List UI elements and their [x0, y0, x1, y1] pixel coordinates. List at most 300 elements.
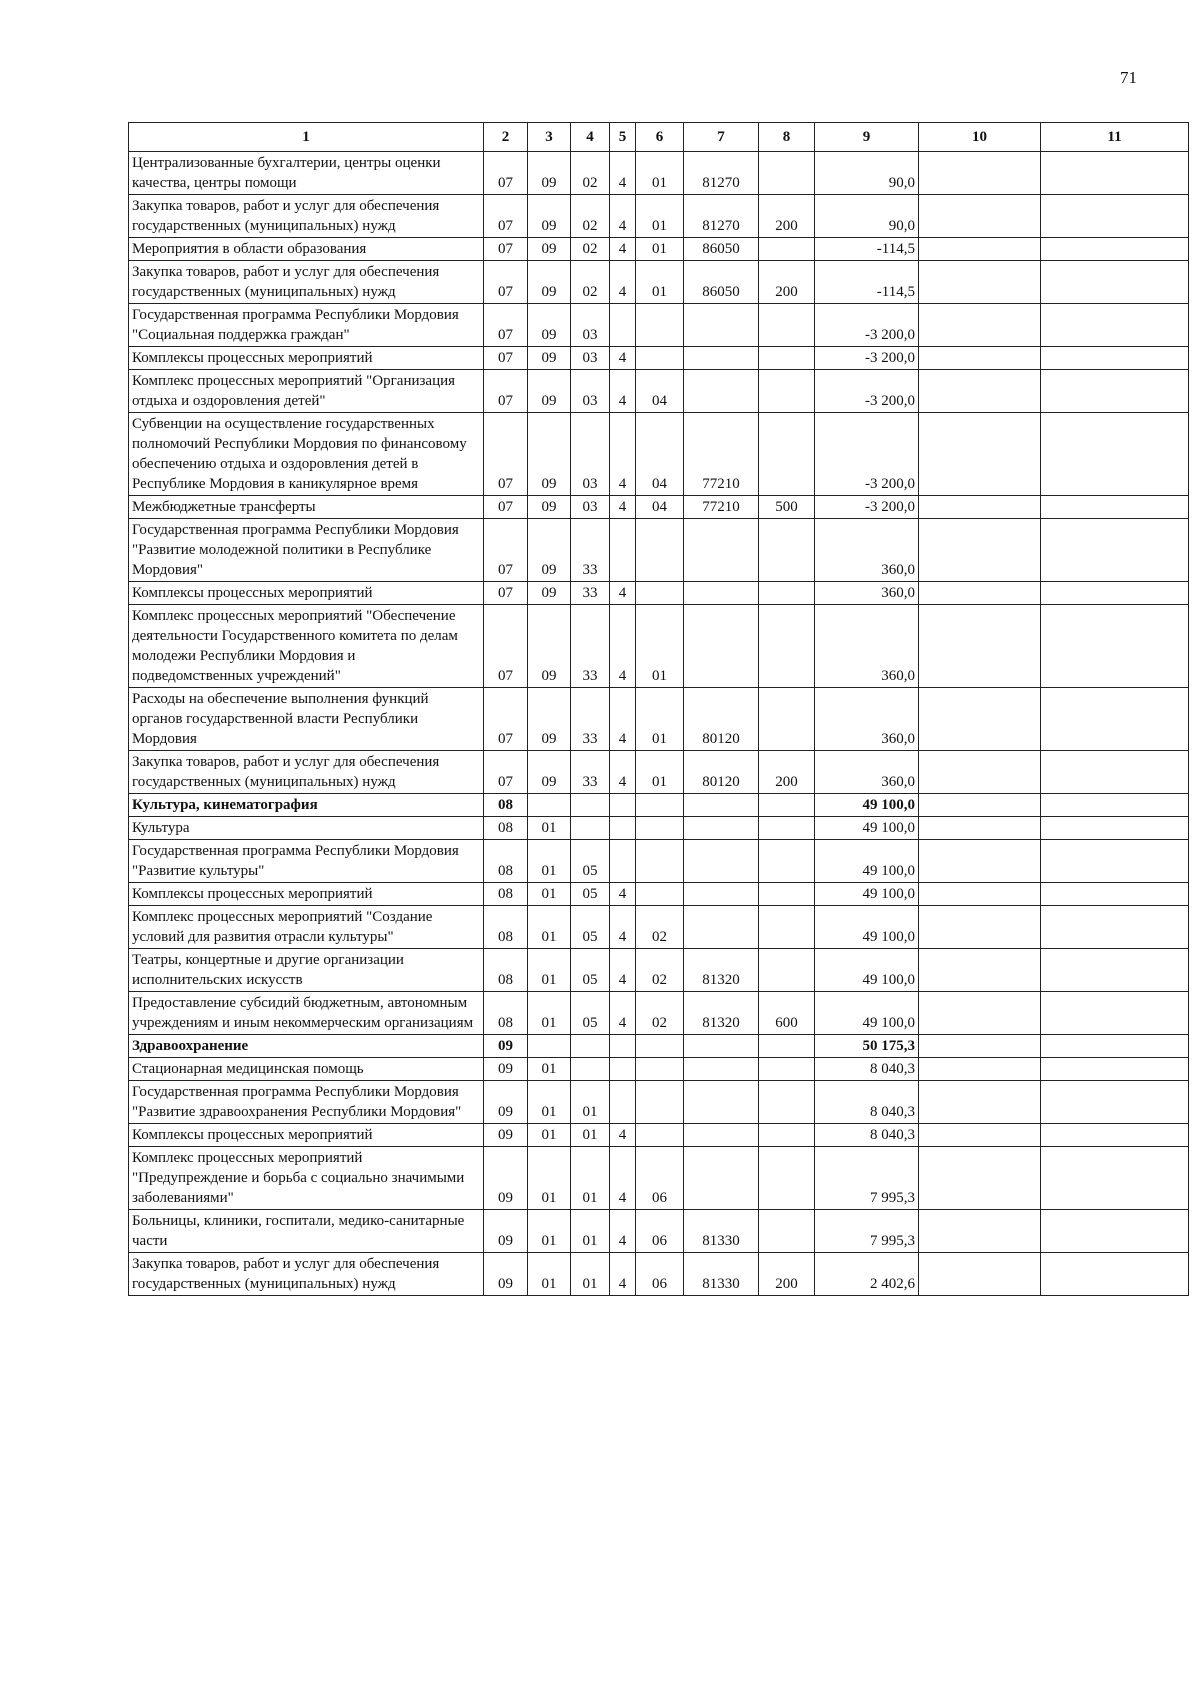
code-cell-11 [1041, 1081, 1189, 1124]
row-name-cell: Закупка товаров, работ и услуг для обеспечения государственных (муниципальных) нужд [129, 195, 484, 238]
code-cell-11 [1041, 840, 1189, 883]
table-row [129, 1035, 1189, 1058]
code-cell-8: 200 [759, 751, 815, 794]
code-cell-3: 09 [528, 519, 571, 582]
row-name-cell: Больницы, клиники, госпитали, медико-санитарные части [129, 1210, 484, 1253]
row-name-cell: Комплекс процессных мероприятий "Организация отдыха и оздоровления детей" [129, 370, 484, 413]
code-cell-6 [636, 1035, 684, 1058]
column-header: 4 [571, 123, 610, 152]
amount-cell: 360,0 [815, 582, 919, 605]
row-name-cell: Субвенции на осуществление государственных полномочий Республики Мордовия по финансовому обеспечению отдыха и оздоровления детей в Республике Мордовия в каникулярное время [129, 413, 484, 496]
code-cell-4: 03 [571, 304, 610, 347]
code-cell-2: 08 [484, 906, 528, 949]
code-cell-11 [1041, 1124, 1189, 1147]
amount-cell: -114,5 [815, 261, 919, 304]
amount-cell: -3 200,0 [815, 496, 919, 519]
code-cell-11 [1041, 688, 1189, 751]
code-cell-11 [1041, 496, 1189, 519]
row-name-cell: Комплексы процессных мероприятий [129, 582, 484, 605]
code-cell-4: 02 [571, 238, 610, 261]
code-cell-6: 01 [636, 238, 684, 261]
row-name-cell: Комплекс процессных мероприятий "Обеспечение деятельности Государственного комитета по делам молодежи Республики Мордовия и подведомственных учреждений" [129, 605, 484, 688]
code-cell-6 [636, 519, 684, 582]
table-row [129, 1124, 1189, 1147]
row-name-cell: Расходы на обеспечение выполнения функций органов государственной власти Республики Мордовия [129, 688, 484, 751]
code-cell-2: 09 [484, 1147, 528, 1210]
code-cell-10 [919, 688, 1041, 751]
table-row [129, 347, 1189, 370]
code-cell-3: 01 [528, 1124, 571, 1147]
code-cell-2: 07 [484, 605, 528, 688]
code-cell-8 [759, 949, 815, 992]
code-cell-3: 01 [528, 1058, 571, 1081]
code-cell-7 [684, 840, 759, 883]
code-cell-3: 09 [528, 238, 571, 261]
code-cell-5 [610, 519, 636, 582]
code-cell-11 [1041, 238, 1189, 261]
code-cell-5: 4 [610, 1253, 636, 1296]
code-cell-6: 01 [636, 195, 684, 238]
code-cell-7: 86050 [684, 261, 759, 304]
row-name-cell: Закупка товаров, работ и услуг для обеспечения государственных (муниципальных) нужд [129, 1253, 484, 1296]
column-header: 2 [484, 123, 528, 152]
code-cell-3: 09 [528, 496, 571, 519]
table-body [129, 152, 1189, 1296]
row-name-cell: Комплекс процессных мероприятий "Создание условий для развития отрасли культуры" [129, 906, 484, 949]
code-cell-10 [919, 1124, 1041, 1147]
code-cell-11 [1041, 152, 1189, 195]
code-cell-3: 09 [528, 261, 571, 304]
amount-cell: 2 402,6 [815, 1253, 919, 1296]
code-cell-2: 07 [484, 238, 528, 261]
table-row [129, 751, 1189, 794]
code-cell-11 [1041, 883, 1189, 906]
code-cell-4: 01 [571, 1124, 610, 1147]
column-header: 1 [129, 123, 484, 152]
code-cell-7 [684, 906, 759, 949]
code-cell-8 [759, 794, 815, 817]
code-cell-4: 02 [571, 152, 610, 195]
code-cell-10 [919, 347, 1041, 370]
code-cell-3: 09 [528, 582, 571, 605]
amount-cell: 90,0 [815, 152, 919, 195]
code-cell-11 [1041, 605, 1189, 688]
column-header: 3 [528, 123, 571, 152]
code-cell-4: 01 [571, 1081, 610, 1124]
code-cell-10 [919, 817, 1041, 840]
code-cell-3: 09 [528, 347, 571, 370]
column-header: 7 [684, 123, 759, 152]
code-cell-4: 01 [571, 1210, 610, 1253]
table-row [129, 238, 1189, 261]
code-cell-4: 05 [571, 949, 610, 992]
code-cell-8 [759, 582, 815, 605]
row-name-cell: Закупка товаров, работ и услуг для обеспечения государственных (муниципальных) нужд [129, 261, 484, 304]
code-cell-10 [919, 949, 1041, 992]
code-cell-11 [1041, 195, 1189, 238]
code-cell-11 [1041, 347, 1189, 370]
code-cell-3: 09 [528, 605, 571, 688]
table-row [129, 582, 1189, 605]
row-name-cell: Закупка товаров, работ и услуг для обеспечения государственных (муниципальных) нужд [129, 751, 484, 794]
table-row [129, 496, 1189, 519]
code-cell-8 [759, 605, 815, 688]
code-cell-6: 06 [636, 1210, 684, 1253]
row-name-cell: Государственная программа Республики Мордовия "Социальная поддержка граждан" [129, 304, 484, 347]
amount-cell: 49 100,0 [815, 992, 919, 1035]
table-row [129, 906, 1189, 949]
table-row [129, 195, 1189, 238]
header-row [129, 123, 1189, 152]
column-header: 11 [1041, 123, 1189, 152]
code-cell-11 [1041, 949, 1189, 992]
code-cell-2: 07 [484, 347, 528, 370]
code-cell-10 [919, 794, 1041, 817]
amount-cell: 8 040,3 [815, 1081, 919, 1124]
code-cell-11 [1041, 794, 1189, 817]
code-cell-8 [759, 1035, 815, 1058]
code-cell-4: 33 [571, 688, 610, 751]
code-cell-7 [684, 582, 759, 605]
code-cell-5: 4 [610, 949, 636, 992]
code-cell-8 [759, 906, 815, 949]
code-cell-8 [759, 519, 815, 582]
code-cell-6: 02 [636, 949, 684, 992]
amount-cell: 50 175,3 [815, 1035, 919, 1058]
code-cell-5: 4 [610, 195, 636, 238]
amount-cell: 8 040,3 [815, 1124, 919, 1147]
code-cell-4: 05 [571, 840, 610, 883]
amount-cell: 360,0 [815, 688, 919, 751]
row-name-cell: Государственная программа Республики Мордовия "Развитие культуры" [129, 840, 484, 883]
code-cell-6: 01 [636, 261, 684, 304]
amount-cell: -114,5 [815, 238, 919, 261]
code-cell-4 [571, 817, 610, 840]
table-row [129, 688, 1189, 751]
code-cell-3: 09 [528, 370, 571, 413]
code-cell-10 [919, 1253, 1041, 1296]
table-row [129, 883, 1189, 906]
code-cell-6 [636, 883, 684, 906]
code-cell-8 [759, 347, 815, 370]
code-cell-4: 03 [571, 370, 610, 413]
code-cell-10 [919, 1035, 1041, 1058]
code-cell-5: 4 [610, 751, 636, 794]
code-cell-3: 09 [528, 152, 571, 195]
amount-cell: 360,0 [815, 605, 919, 688]
code-cell-3: 01 [528, 906, 571, 949]
code-cell-5: 4 [610, 238, 636, 261]
table-row [129, 370, 1189, 413]
amount-cell: 49 100,0 [815, 817, 919, 840]
code-cell-3: 01 [528, 992, 571, 1035]
code-cell-3: 09 [528, 304, 571, 347]
code-cell-6: 04 [636, 370, 684, 413]
code-cell-11 [1041, 519, 1189, 582]
code-cell-6 [636, 582, 684, 605]
code-cell-5 [610, 794, 636, 817]
code-cell-8 [759, 817, 815, 840]
code-cell-5 [610, 1081, 636, 1124]
code-cell-2: 08 [484, 840, 528, 883]
amount-cell: 7 995,3 [815, 1147, 919, 1210]
code-cell-10 [919, 605, 1041, 688]
code-cell-2: 09 [484, 1253, 528, 1296]
row-name-cell: Государственная программа Республики Мордовия "Развитие здравоохранения Республики Мордовия" [129, 1081, 484, 1124]
code-cell-3: 01 [528, 1147, 571, 1210]
code-cell-10 [919, 152, 1041, 195]
amount-cell: 7 995,3 [815, 1210, 919, 1253]
row-name-cell: Театры, концертные и другие организации исполнительских искусств [129, 949, 484, 992]
code-cell-4: 33 [571, 519, 610, 582]
code-cell-2: 07 [484, 370, 528, 413]
code-cell-11 [1041, 1058, 1189, 1081]
code-cell-10 [919, 1058, 1041, 1081]
amount-cell: 8 040,3 [815, 1058, 919, 1081]
amount-cell: -3 200,0 [815, 304, 919, 347]
code-cell-4: 01 [571, 1253, 610, 1296]
code-cell-2: 08 [484, 949, 528, 992]
code-cell-5 [610, 817, 636, 840]
code-cell-7: 80120 [684, 688, 759, 751]
code-cell-10 [919, 751, 1041, 794]
code-cell-7 [684, 1058, 759, 1081]
code-cell-5: 4 [610, 370, 636, 413]
row-name-cell: Культура [129, 817, 484, 840]
code-cell-2: 07 [484, 519, 528, 582]
code-cell-2: 07 [484, 582, 528, 605]
code-cell-7 [684, 883, 759, 906]
code-cell-7 [684, 1147, 759, 1210]
code-cell-10 [919, 370, 1041, 413]
code-cell-7 [684, 347, 759, 370]
code-cell-10 [919, 261, 1041, 304]
code-cell-2: 08 [484, 817, 528, 840]
table-row [129, 794, 1189, 817]
amount-cell: -3 200,0 [815, 347, 919, 370]
table-row [129, 1058, 1189, 1081]
row-name-cell: Стационарная медицинская помощь [129, 1058, 484, 1081]
code-cell-6 [636, 1058, 684, 1081]
code-cell-7: 81330 [684, 1253, 759, 1296]
code-cell-11 [1041, 992, 1189, 1035]
code-cell-3: 09 [528, 195, 571, 238]
code-cell-4: 05 [571, 883, 610, 906]
amount-cell: 360,0 [815, 751, 919, 794]
code-cell-2: 08 [484, 992, 528, 1035]
code-cell-6: 06 [636, 1253, 684, 1296]
code-cell-10 [919, 883, 1041, 906]
code-cell-4: 33 [571, 582, 610, 605]
code-cell-7: 81320 [684, 992, 759, 1035]
code-cell-4 [571, 1035, 610, 1058]
code-cell-3: 01 [528, 1253, 571, 1296]
code-cell-8 [759, 152, 815, 195]
code-cell-7 [684, 370, 759, 413]
table-row [129, 817, 1189, 840]
code-cell-11 [1041, 304, 1189, 347]
amount-cell: 49 100,0 [815, 794, 919, 817]
code-cell-5: 4 [610, 688, 636, 751]
code-cell-4: 03 [571, 413, 610, 496]
code-cell-4: 05 [571, 992, 610, 1035]
code-cell-8: 200 [759, 1253, 815, 1296]
amount-cell: 49 100,0 [815, 906, 919, 949]
code-cell-4: 33 [571, 751, 610, 794]
code-cell-10 [919, 238, 1041, 261]
code-cell-11 [1041, 1253, 1189, 1296]
code-cell-8 [759, 840, 815, 883]
column-header: 9 [815, 123, 919, 152]
table-row [129, 261, 1189, 304]
code-cell-4: 02 [571, 261, 610, 304]
code-cell-6 [636, 347, 684, 370]
row-name-cell: Предоставление субсидий бюджетным, автономным учреждениям и иным некоммерческим организациям [129, 992, 484, 1035]
code-cell-6: 02 [636, 992, 684, 1035]
amount-cell: 49 100,0 [815, 840, 919, 883]
code-cell-6 [636, 794, 684, 817]
code-cell-7: 81270 [684, 195, 759, 238]
code-cell-11 [1041, 906, 1189, 949]
code-cell-4: 03 [571, 347, 610, 370]
code-cell-5: 4 [610, 347, 636, 370]
code-cell-4: 02 [571, 195, 610, 238]
code-cell-11 [1041, 1035, 1189, 1058]
code-cell-8 [759, 413, 815, 496]
code-cell-2: 09 [484, 1210, 528, 1253]
code-cell-6 [636, 304, 684, 347]
code-cell-8 [759, 1058, 815, 1081]
amount-cell: 49 100,0 [815, 883, 919, 906]
amount-cell: 90,0 [815, 195, 919, 238]
code-cell-5: 4 [610, 1147, 636, 1210]
code-cell-6: 04 [636, 413, 684, 496]
code-cell-6: 04 [636, 496, 684, 519]
code-cell-2: 08 [484, 883, 528, 906]
code-cell-10 [919, 1081, 1041, 1124]
code-cell-4: 01 [571, 1147, 610, 1210]
code-cell-10 [919, 496, 1041, 519]
amount-cell: 49 100,0 [815, 949, 919, 992]
code-cell-3: 01 [528, 1081, 571, 1124]
code-cell-10 [919, 304, 1041, 347]
code-cell-10 [919, 195, 1041, 238]
code-cell-8 [759, 1081, 815, 1124]
code-cell-3 [528, 794, 571, 817]
code-cell-8 [759, 1147, 815, 1210]
code-cell-8 [759, 1210, 815, 1253]
code-cell-8 [759, 883, 815, 906]
code-cell-11 [1041, 1210, 1189, 1253]
code-cell-3: 09 [528, 751, 571, 794]
code-cell-7 [684, 519, 759, 582]
code-cell-2: 07 [484, 688, 528, 751]
code-cell-8 [759, 1124, 815, 1147]
code-cell-4: 03 [571, 496, 610, 519]
code-cell-6: 01 [636, 688, 684, 751]
code-cell-3: 01 [528, 883, 571, 906]
code-cell-11 [1041, 817, 1189, 840]
code-cell-3: 09 [528, 413, 571, 496]
table-row [129, 519, 1189, 582]
code-cell-8 [759, 370, 815, 413]
page-number: 71 [1120, 68, 1137, 87]
code-cell-11 [1041, 370, 1189, 413]
code-cell-2: 09 [484, 1035, 528, 1058]
code-cell-6: 01 [636, 152, 684, 195]
code-cell-7: 81330 [684, 1210, 759, 1253]
code-cell-2: 07 [484, 152, 528, 195]
row-name-cell: Комплексы процессных мероприятий [129, 1124, 484, 1147]
column-header: 6 [636, 123, 684, 152]
code-cell-6: 01 [636, 605, 684, 688]
row-name-cell: Межбюджетные трансферты [129, 496, 484, 519]
code-cell-4 [571, 1058, 610, 1081]
code-cell-5: 4 [610, 906, 636, 949]
code-cell-2: 09 [484, 1124, 528, 1147]
code-cell-4 [571, 794, 610, 817]
code-cell-2: 09 [484, 1081, 528, 1124]
code-cell-3: 01 [528, 840, 571, 883]
code-cell-7: 81270 [684, 152, 759, 195]
code-cell-7: 80120 [684, 751, 759, 794]
code-cell-3 [528, 1035, 571, 1058]
amount-cell: -3 200,0 [815, 413, 919, 496]
table-row [129, 1210, 1189, 1253]
code-cell-6: 06 [636, 1147, 684, 1210]
row-name-cell: Мероприятия в области образования [129, 238, 484, 261]
code-cell-11 [1041, 751, 1189, 794]
code-cell-10 [919, 413, 1041, 496]
column-header: 8 [759, 123, 815, 152]
code-cell-10 [919, 1210, 1041, 1253]
code-cell-5 [610, 1058, 636, 1081]
code-cell-3: 09 [528, 688, 571, 751]
code-cell-5: 4 [610, 413, 636, 496]
code-cell-7 [684, 1124, 759, 1147]
table-row [129, 1147, 1189, 1210]
budget-table [128, 122, 1189, 1296]
code-cell-7 [684, 794, 759, 817]
code-cell-4: 05 [571, 906, 610, 949]
amount-cell: 360,0 [815, 519, 919, 582]
code-cell-7: 86050 [684, 238, 759, 261]
code-cell-7: 81320 [684, 949, 759, 992]
code-cell-2: 07 [484, 496, 528, 519]
column-header: 10 [919, 123, 1041, 152]
code-cell-3: 01 [528, 817, 571, 840]
table-row [129, 949, 1189, 992]
code-cell-8: 200 [759, 195, 815, 238]
code-cell-5: 4 [610, 496, 636, 519]
code-cell-11 [1041, 1147, 1189, 1210]
code-cell-6 [636, 840, 684, 883]
code-cell-8 [759, 304, 815, 347]
code-cell-10 [919, 519, 1041, 582]
code-cell-10 [919, 992, 1041, 1035]
table-row [129, 840, 1189, 883]
amount-cell: -3 200,0 [815, 370, 919, 413]
code-cell-8 [759, 238, 815, 261]
code-cell-3: 01 [528, 1210, 571, 1253]
code-cell-5: 4 [610, 261, 636, 304]
code-cell-2: 07 [484, 413, 528, 496]
code-cell-8: 500 [759, 496, 815, 519]
code-cell-7 [684, 1081, 759, 1124]
table-row [129, 605, 1189, 688]
code-cell-2: 07 [484, 304, 528, 347]
code-cell-6 [636, 1124, 684, 1147]
